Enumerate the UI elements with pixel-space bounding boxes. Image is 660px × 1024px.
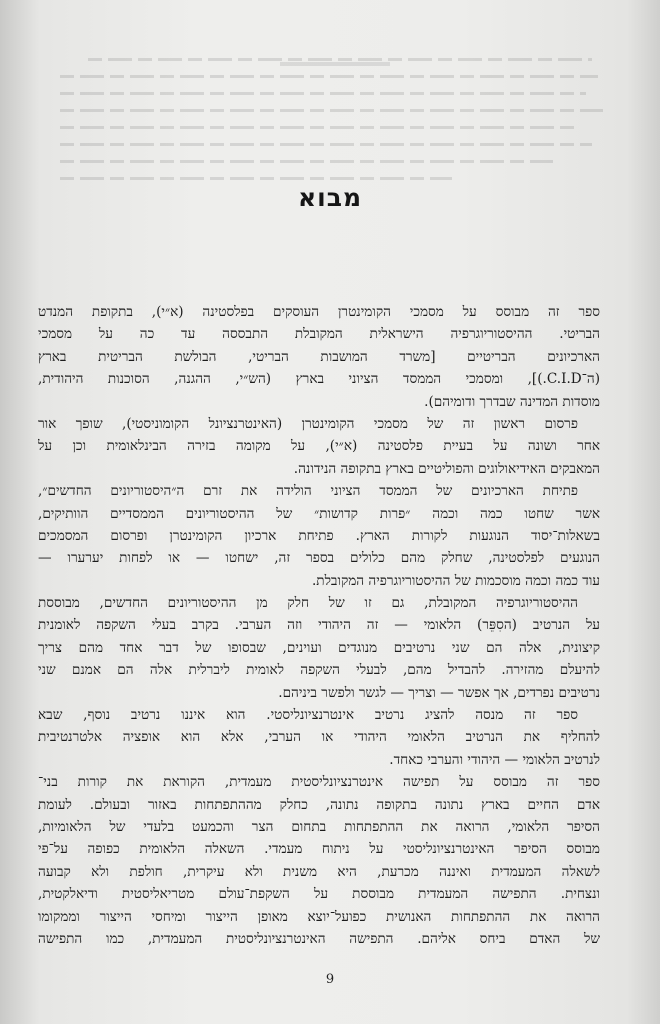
text-line: הרואה את ההתפתחות האנושית כפועל־יוצא מאופן הייצור ומיחסי הייצור וממקומו [38,908,600,925]
paragraph [38,592,600,704]
page-number: 9 [325,972,335,987]
text-line: ונצחית. התפישה המעמדית מבוססת על השקפת־עולם מטריאליסטית ודיאלקטית, [38,886,600,903]
chapter-title: מבוא [297,182,363,212]
text-line: הסיפר הלאומי, הרואה את ההתפתחות בתחום הצר והכמעט בלעדי של הלאומיות, [38,818,600,835]
text-line: עוד כמה וכמה מוסכמות של ההיסטוריוגרפיה המקובלת. [311,572,600,589]
text-line: פרסום ראשון זה של מסמכי הקומינטרן (האינטרנציונל הקומוניסטי), שופך אור [38,415,578,432]
text-line: להחליף את הנרטיב הלאומי היהודי או הערבי, אלא הוא אופציה אלטרנטיבית [38,729,600,746]
paragraph [38,413,600,480]
text-line: פתיחת הארכיונים של הממסד הציוני הולידה את זרם ה״היסטוריונים החדשים״, [38,483,578,500]
text-line: אשר שחטו כמה וכמה ״פרות קדושות״ של ההיסטוריונים הממסדיים הוותיקים, [38,505,600,522]
text-line: להיעלם מהזירה. להבדיל מהם, לבעלי השקפה לאומית ליברלית אלה הם אמנם שני [38,662,600,679]
text-line: של האדם ביחס אליהם. התפישה האינטרנציונליסטית המעמדית, כמו התפישה [38,930,600,947]
paragraph [38,771,600,950]
text-line: לשאלה המעמדית ואיננה מכרעת, היא משנית ולא עיקרית, חולפת ולא קבועה [38,863,600,880]
text-line: על הנרטיב (הסִפֵּר) הלאומי — זה היהודי וזה הערבי. בקרב בעלי השקפה לאומנית [38,617,600,634]
text-line: ספר זה מבוסס על תפישה אינטרנציונליסטית מעמדית, הקוראת את קורות בני־ [38,774,600,791]
text-line: לנרטיב הלאומי — היהודי והערבי כאחד. [389,751,600,768]
paragraph [38,301,600,413]
text-line: ההיסטוריוגרפיה המקובלת, גם זו של חלק מן ההיסטוריונים החדשים, מבוססת [38,595,578,612]
text-line: נרטיבים נפרדים, אך אפשר — וצריך — לגשר ולפשר ביניהם. [278,684,600,701]
text-line: ספר זה מנסה להציג נרטיב אינטרנציונליסטי. הוא איננו נרטיב נוסף, שבא [38,707,578,724]
text-line: הנוגעים לפלסטינה, שחלק מהם כלולים בספר זה, ישחטו — או לפחות יערערו — [38,550,600,567]
show-through-header [280,62,390,66]
text-line: קיצונית, אלה הם שני נרטיבים מנוגדים ועוינים, שבסופו של דבר אחד מהם צריך [38,639,600,656]
text-line: אחר ושונה על בעיית פלסטינה (א״י), על מקומה בזירה הבינלאומית וכן על [38,438,600,455]
paragraph [38,704,600,771]
show-through-text [60,58,620,268]
text-line: מבוסס הסיפר האינטרנציונליסטי על ניתוח מעמדי. השאלה הלאומית כפופה על־פי [38,841,600,858]
text-line: (ה־C.I.D.)], ומסמכי הממסד הציוני בארץ (הש״י, ההגנה, הסוכנות היהודית, [38,371,600,388]
text-line: הבריטי. ההיסטוריוגרפיה הישראלית המקובלת התבססה עד כה על מסמכי [38,326,600,343]
text-line: בשאלות־יסוד הנוגעות לקורות הארץ. פתיחת ארכיון הקומינטרן ופרסום המסמכים [38,527,600,544]
text-line: המאבקים האידיאולוגים והפוליטיים בארץ בתקופה הנידונה. [293,460,600,477]
text-line: הארכיונים הבריטיים [משרד המושבות הבריטי, הבולשת הבריטית בארץ [38,348,600,365]
text-line: ספר זה מבוסס על מסמכי הקומינטרן העוסקים בפלסטינה (א״י), בתקופת המנדט [38,304,600,320]
text-line: אדם החיים בארץ נתונה בתקופה נתונה, כחלק מההתפתחות באזור ובעולם. לעומת [38,796,600,813]
body-text [38,301,600,950]
text-line: מוסדות המדינה שבדרך ודומיהם). [424,393,600,410]
paragraph [38,480,600,592]
